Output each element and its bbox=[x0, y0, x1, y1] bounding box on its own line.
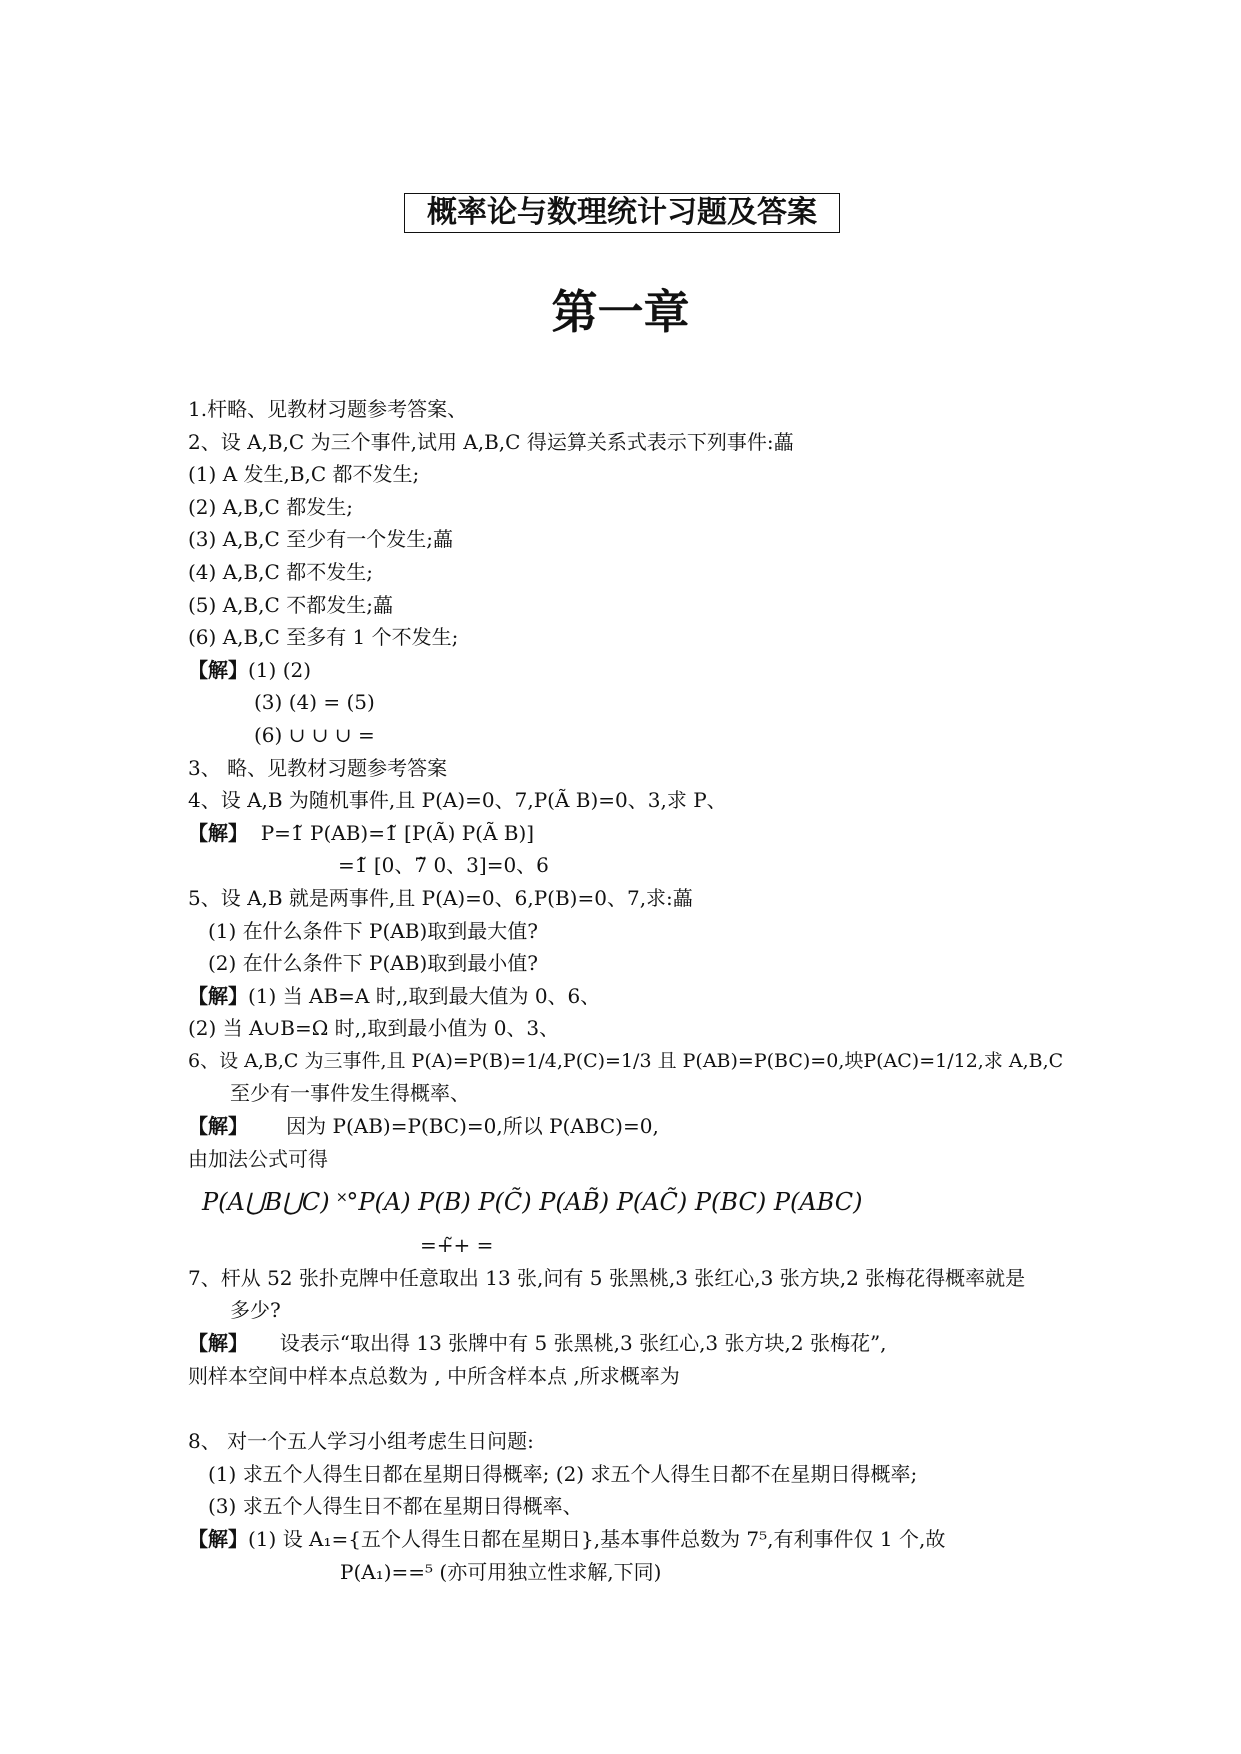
solution-label: 【解】 bbox=[188, 1331, 248, 1356]
solution-label: 【解】 bbox=[188, 820, 248, 845]
question-2-item-1: (1) A 发生,B,C 都不发生; bbox=[188, 462, 420, 487]
answer-4-text-1: P=1̃ P(AB)=1̃ [P(Ã) P(Ã B)] bbox=[260, 820, 535, 845]
answer-8-text-1: (1) 设 A₁={五个人得生日都在星期日},基本事件总数为 7⁵,有利事件仅 1 个,故 bbox=[248, 1527, 946, 1551]
document-title: 概率论与数理统计习题及答案 bbox=[404, 193, 840, 233]
answer-6-line-1 bbox=[188, 1110, 1068, 1143]
answer-7-line-2: 则样本空间中样本点总数为 , 中所含样本点 ,所求概率为 bbox=[188, 1363, 680, 1388]
question-3: 3、 略、见教材习题参考答案 bbox=[188, 755, 448, 780]
answer-6-text-1: 因为 P(AB)=P(BC)=0,所以 P(ABC)=0, bbox=[286, 1114, 659, 1139]
chapter-heading: 第一章 bbox=[551, 285, 690, 339]
question-7: 7、杆从 52 张扑克牌中任意取出 13 张,问有 5 张黑桃,3 张红心,3 张方块,2 张梅花得概率就是 bbox=[188, 1265, 1026, 1290]
question-5-item-2: (2) 在什么条件下 P(AB)取到最小值? bbox=[208, 951, 538, 976]
question-2-item-4: (4) A,B,C 都不发生; bbox=[188, 559, 373, 584]
question-4: 4、设 A,B 为随机事件,且 P(A)=0、7,P(Ã B)=0、3,求 P、 bbox=[188, 788, 727, 813]
answer-5-line-2: (2) 当 A∪B=Ω 时,,取到最小值为 0、3、 bbox=[188, 1016, 560, 1041]
question-2: 2、设 A,B,C 为三个事件,试用 A,B,C 得运算关系式表示下列事件:藟 bbox=[188, 429, 794, 454]
answer-5-line-1 bbox=[188, 980, 1068, 1013]
document-body bbox=[188, 393, 1068, 1588]
question-6: 6、设 A,B,C 为三事件,且 P(A)=P(B)=1/4,P(C)=1/3 且 P(AB)=P(BC)=0,坱P(AC)=1/12,求 A,B,C bbox=[188, 1049, 1064, 1072]
question-8-item-1: (1) 求五个人得生日都在星期日得概率; (2) 求五个人得生日都不在星期日得概率; bbox=[208, 1461, 918, 1486]
answer-6-line-2: 由加法公式可得 bbox=[188, 1146, 328, 1171]
answer-7-text-1: 设表示“取出得 13 张牌中有 5 张黑桃,3 张红心,3 张方块,2 张梅花”, bbox=[279, 1331, 887, 1356]
question-2-item-3: (3) A,B,C 至少有一个发生;藟 bbox=[188, 527, 453, 552]
question-2-item-2: (2) A,B,C 都发生; bbox=[188, 494, 353, 519]
question-5-item-1: (1) 在什么条件下 P(AB)取到最大值? bbox=[208, 918, 538, 943]
answer-4-line-2: =1̃ [0、7̃ 0、3]=0、6 bbox=[338, 853, 549, 878]
answer-8-line-2: P(A₁)==⁵ (亦可用独立性求解,下同) bbox=[340, 1559, 662, 1584]
answer-5-text-1: (1) 当 AB=A 时,,取到最大值为 0、6、 bbox=[248, 983, 601, 1008]
question-2-item-5: (5) A,B,C 不都发生;藟 bbox=[188, 592, 393, 617]
question-8-item-2: (3) 求五个人得生日不都在星期日得概率、 bbox=[208, 1494, 583, 1519]
solution-label: 【解】 bbox=[188, 1527, 248, 1551]
question-7-continued: 多少? bbox=[230, 1298, 281, 1323]
answer-7-line-1 bbox=[188, 1327, 1068, 1360]
answer-6-line-3: =+̃+ = bbox=[420, 1233, 494, 1258]
question-8: 8、 对一个五人学习小组考虑生日问题: bbox=[188, 1429, 534, 1454]
question-5: 5、设 A,B 就是两事件,且 P(A)=0、6,P(B)=0、7,求:藟 bbox=[188, 885, 693, 910]
solution-label: 【解】 bbox=[188, 657, 248, 682]
question-1: 1.杆略、见教材习题参考答案、 bbox=[188, 397, 468, 421]
answer-2-line-3: (6) ∪ ∪ ∪ = bbox=[254, 722, 375, 747]
question-2-item-6: (6) A,B,C 至多有 1 个不发生; bbox=[188, 625, 459, 650]
answer-2-text-1: (1) (2) bbox=[248, 657, 312, 682]
answer-2-line-2: (3) (4) = (5) bbox=[254, 690, 375, 715]
addition-formula: P(A⋃B⋃C) ˟°P(A) P(B) P(C̃) P(AB̃) P(AC̃) P(BC) P(ABC) bbox=[202, 1188, 863, 1217]
answer-2-line-1 bbox=[188, 654, 1068, 687]
answer-4-line-1 bbox=[188, 817, 1068, 850]
solution-label: 【解】 bbox=[188, 983, 248, 1008]
answer-8-line-1 bbox=[188, 1523, 1068, 1556]
question-6-continued: 至少有一事件发生得概率、 bbox=[230, 1081, 470, 1106]
solution-label: 【解】 bbox=[188, 1114, 248, 1139]
